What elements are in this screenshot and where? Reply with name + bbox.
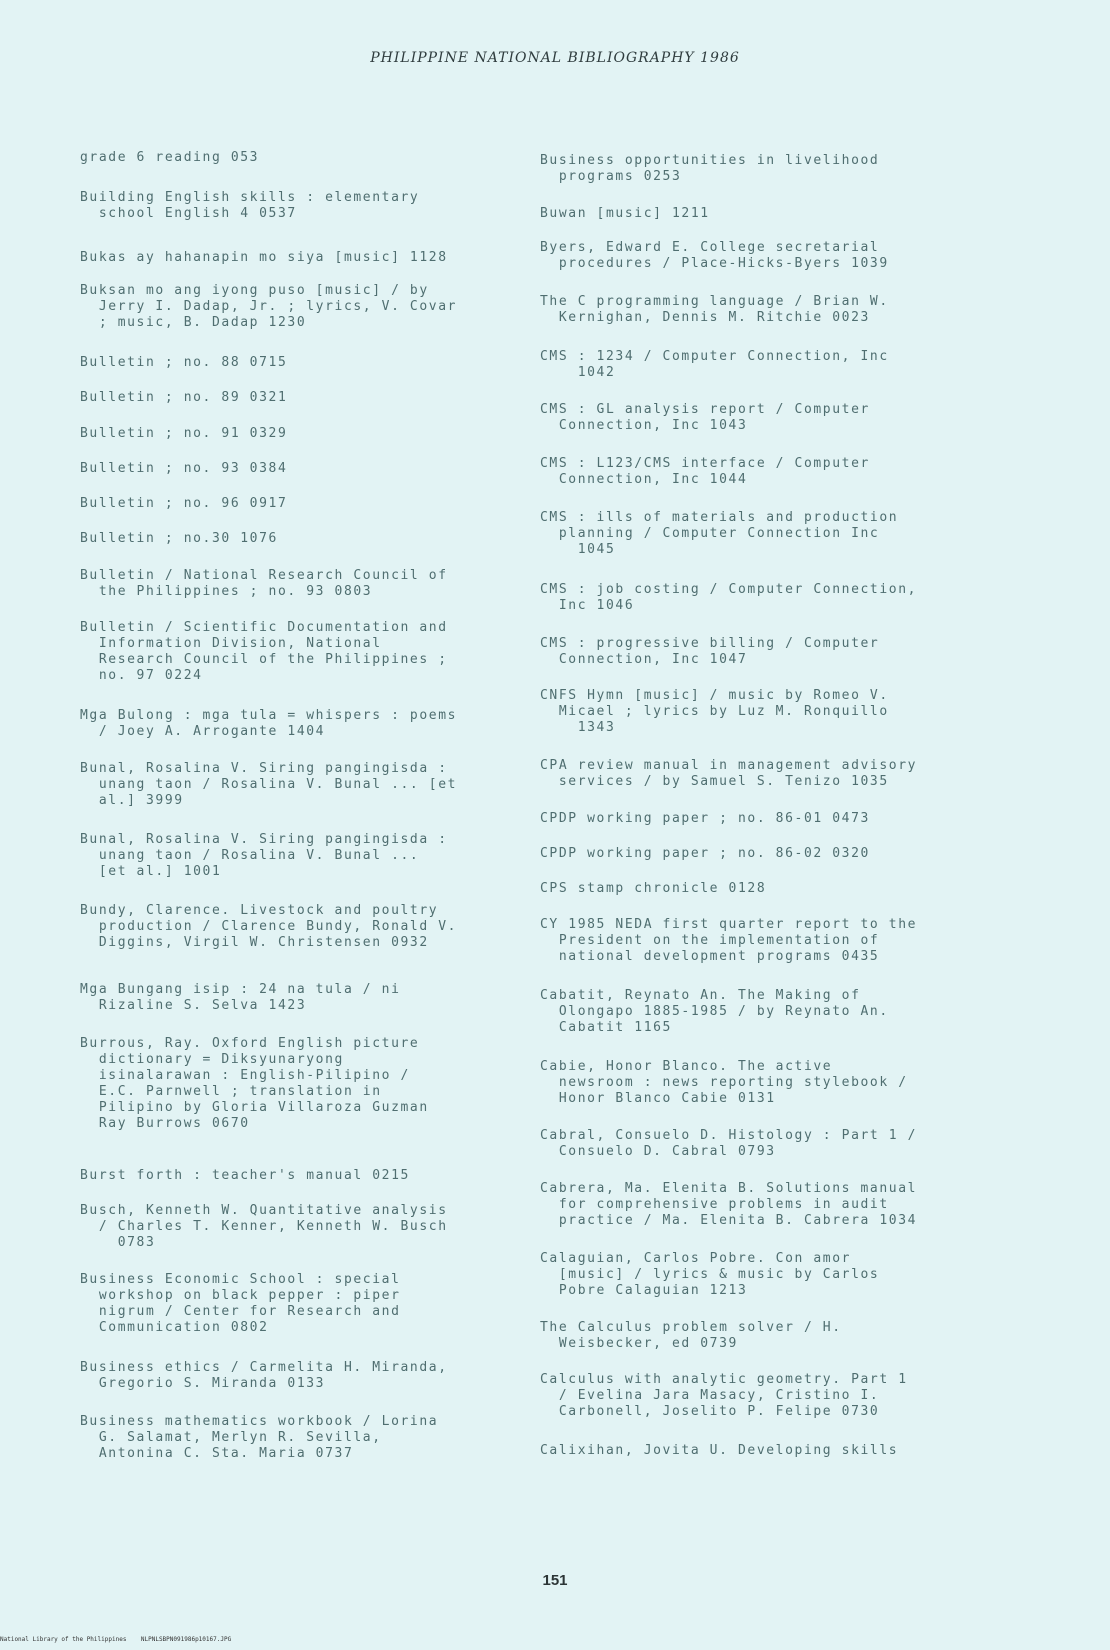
index-entry: Mga Bungang isip : 24 na tula / ni Rizaline S. Selva 1423 (80, 982, 401, 1013)
index-entry: Byers, Edward E. College secretarial procedures / Place-Hicks-Byers 1039 (540, 240, 889, 271)
index-entry: Cabral, Consuelo D. Histology : Part 1 / Consuelo D. Cabral 0793 (540, 1128, 918, 1159)
index-entry: Burrous, Ray. Oxford English picture dictionary = Diksyunaryong isinalarawan : English-Pilipino / E.C. Parnwell ; translation in Pilipino by Gloria Villaroza Guzman Ray Burrows 0670 (80, 1036, 429, 1131)
index-entry: CPDP working paper ; no. 86-01 0473 (540, 811, 870, 826)
index-entry: Business mathematics workbook / Lorina G. Salamat, Merlyn R. Sevilla, Antonina C. Sta. Maria 0737 (80, 1414, 439, 1461)
index-entry: Bulletin ; no. 89 0321 (80, 390, 288, 405)
index-entry: Business ethics / Carmelita H. Miranda, Gregorio S. Miranda 0133 (80, 1360, 448, 1391)
index-entry: CMS : ills of materials and production planning / Computer Connection Inc 1045 (540, 510, 899, 557)
index-entry: Buksan mo ang iyong puso [music] / by Jerry I. Dadap, Jr. ; lyrics, V. Covar ; music, B. Dadap 1230 (80, 283, 458, 330)
index-entry: Bulletin ; no. 88 0715 (80, 355, 288, 370)
index-entry: Bukas ay hahanapin mo siya [music] 1128 (80, 250, 448, 265)
index-entry: CMS : 1234 / Computer Connection, Inc 1042 (540, 349, 889, 380)
index-entry: CMS : job costing / Computer Connection, Inc 1046 (540, 582, 918, 613)
index-entry: Bundy, Clarence. Livestock and poultry production / Clarence Bundy, Ronald V. Diggins, Virgil W. Christensen 0932 (80, 903, 458, 950)
index-entry: CPA review manual in management advisory services / by Samuel S. Tenizo 1035 (540, 758, 918, 789)
index-entry: Calaguian, Carlos Pobre. Con amor [music] / lyrics & music by Carlos Pobre Calaguian 1213 (540, 1251, 880, 1298)
index-entry: CMS : GL analysis report / Computer Connection, Inc 1043 (540, 402, 870, 433)
index-entry: Calixihan, Jovita U. Developing skills (540, 1443, 899, 1458)
index-entry: Bunal, Rosalina V. Siring pangingisda : unang taon / Rosalina V. Bunal ... [et al.] 3999 (80, 761, 458, 808)
index-entry: Building English skills : elementary school English 4 0537 (80, 190, 420, 221)
index-entry: Business opportunities in livelihood programs 0253 (540, 153, 880, 184)
index-entry: Bunal, Rosalina V. Siring pangingisda : unang taon / Rosalina V. Bunal ... [et al.] 1001 (80, 832, 448, 879)
index-entry: Business Economic School : special workshop on black pepper : piper nigrum / Center for Research and Communication 0802 (80, 1272, 401, 1335)
index-entry: CMS : progressive billing / Computer Connection, Inc 1047 (540, 636, 880, 667)
index-entry: Bulletin ; no.30 1076 (80, 531, 278, 546)
index-entry: Cabatit, Reynato An. The Making of Olongapo 1885-1985 / by Reynato An. Cabatit 1165 (540, 988, 889, 1035)
index-entry: Bulletin / Scientific Documentation and Information Division, National Research Council of the Philippines ; no. 97 0224 (80, 620, 448, 683)
index-entry: Buwan [music] 1211 (540, 206, 710, 221)
index-entry: CY 1985 NEDA first quarter report to the President on the implementation of national development programs 0435 (540, 917, 918, 964)
running-header: PHILIPPINE NATIONAL BIBLIOGRAPHY 1986 (370, 50, 740, 66)
index-entry: Bulletin / National Research Council of the Philippines ; no. 93 0803 (80, 568, 448, 599)
scan-footer: National Library of the Philippines NLPNLSBPN091986p10167.JPG (0, 1636, 232, 1643)
index-entry: The Calculus problem solver / H. Weisbecker, ed 0739 (540, 1320, 842, 1351)
index-entry: Mga Bulong : mga tula = whispers : poems / Joey A. Arrogante 1404 (80, 708, 458, 739)
index-entry: Burst forth : teacher's manual 0215 (80, 1168, 410, 1183)
index-entry: CPDP working paper ; no. 86-02 0320 (540, 846, 870, 861)
index-entry: Cabie, Honor Blanco. The active newsroom : news reporting stylebook / Honor Blanco Cabie 0131 (540, 1059, 908, 1106)
index-entry: CNFS Hymn [music] / music by Romeo V. Micael ; lyrics by Luz M. Ronquillo 1343 (540, 688, 889, 735)
index-entry: CPS stamp chronicle 0128 (540, 881, 767, 896)
index-entry: Bulletin ; no. 91 0329 (80, 426, 288, 441)
page-number: 151 (542, 1572, 568, 1589)
index-entry: CMS : L123/CMS interface / Computer Connection, Inc 1044 (540, 456, 870, 487)
index-entry: Bulletin ; no. 93 0384 (80, 461, 288, 476)
index-entry: Bulletin ; no. 96 0917 (80, 496, 288, 511)
index-entry: grade 6 reading 053 (80, 150, 260, 165)
index-entry: Calculus with analytic geometry. Part 1 / Evelina Jara Masacy, Cristino I. Carbonell, Joselito P. Felipe 0730 (540, 1372, 908, 1419)
index-entry: The C programming language / Brian W. Kernighan, Dennis M. Ritchie 0023 (540, 294, 889, 325)
index-entry: Busch, Kenneth W. Quantitative analysis / Charles T. Kenner, Kenneth W. Busch 0783 (80, 1203, 448, 1250)
index-entry: Cabrera, Ma. Elenita B. Solutions manual for comprehensive problems in audit practice / Ma. Elenita B. Cabrera 1034 (540, 1181, 918, 1228)
